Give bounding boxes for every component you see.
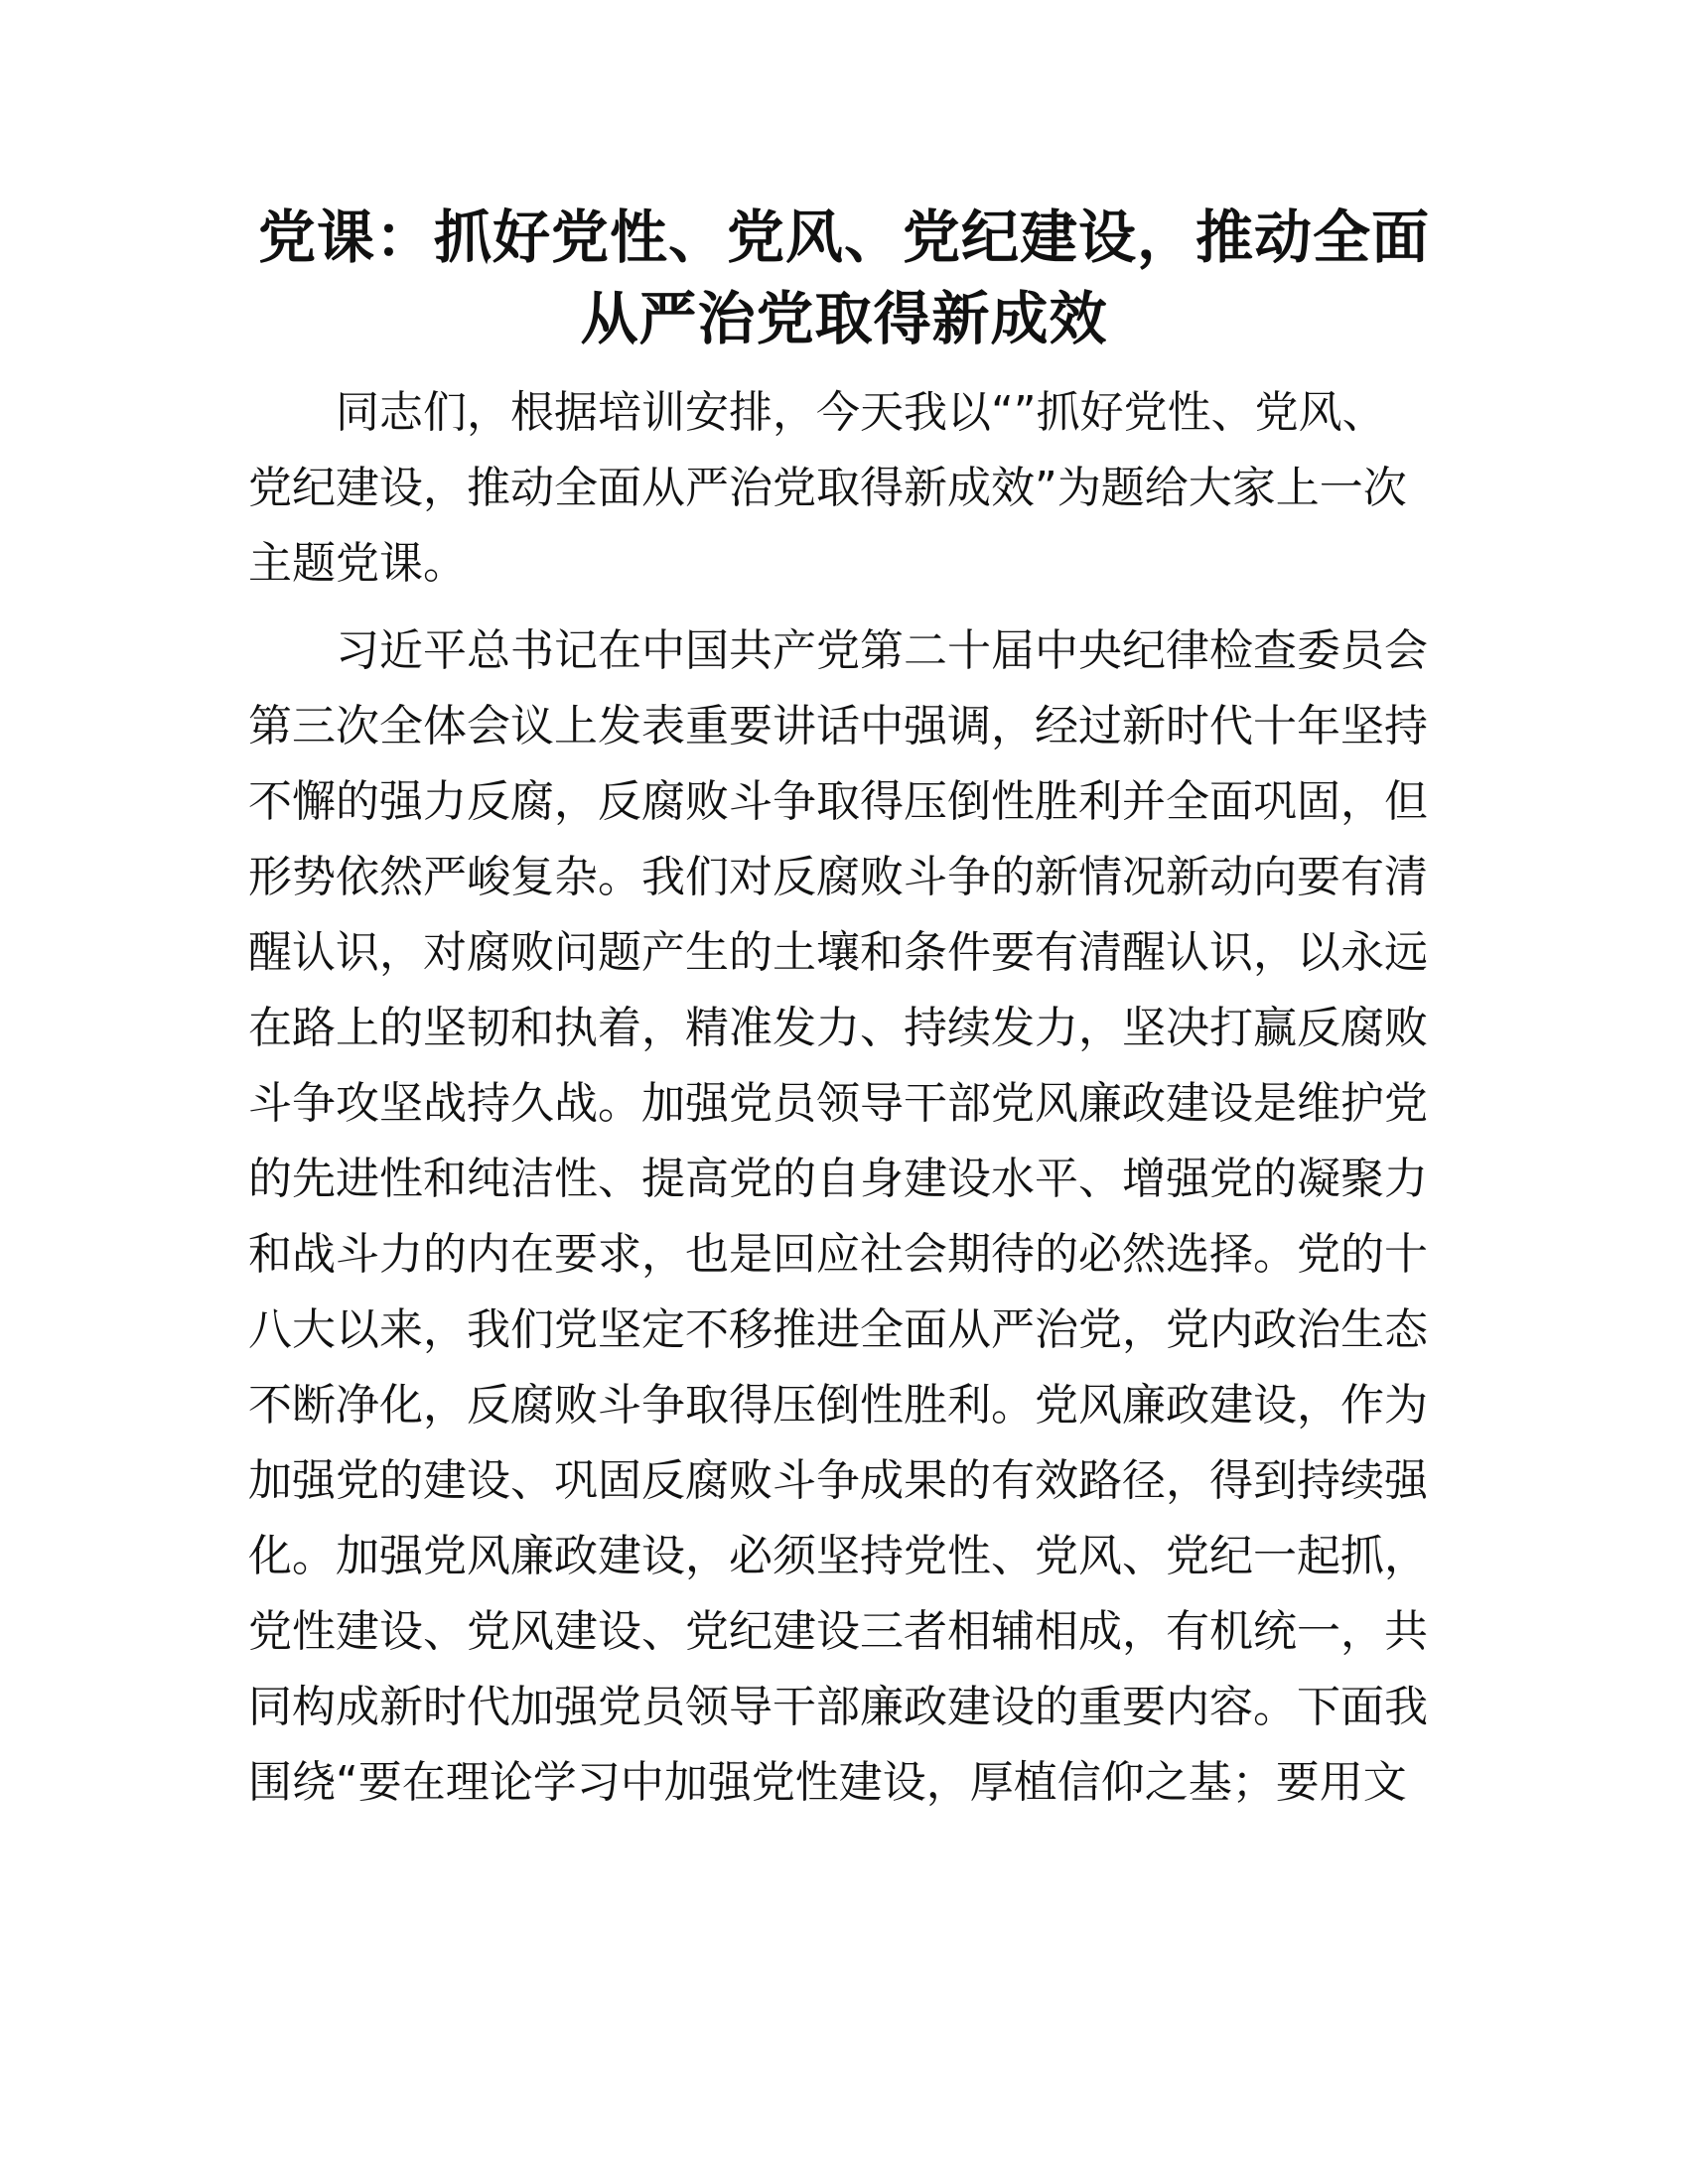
paragraph-line: 主题党课。 <box>248 538 467 589</box>
paragraph-line: 和战斗力的内在要求，也是回应社会期待的必然选择。党的十 <box>248 1229 1428 1280</box>
paragraph-line: 的先进性和纯洁性、提高党的自身建设水平、增强党的凝聚力 <box>248 1154 1428 1204</box>
paragraph-line: 同构成新时代加强党员领导干部廉政建设的重要内容。下面我 <box>248 1682 1428 1732</box>
document-body <box>248 375 1440 1833</box>
paragraph-main <box>248 614 1440 1821</box>
paragraph-line: 围绕“要在理论学习中加强党性建设，厚植信仰之基；要用文 <box>248 1757 1407 1808</box>
paragraph-line: 化。加强党风廉政建设，必须坚持党性、党风、党纪一起抓， <box>248 1531 1428 1581</box>
document-title <box>228 197 1460 359</box>
title-line-1: 党课：抓好党性、党风、党纪建设，推动全面 <box>257 204 1430 271</box>
paragraph-line: 斗争攻坚战持久战。加强党员领导干部党风廉政建设是维护党 <box>248 1078 1428 1129</box>
paragraph-line: 加强党的建设、巩固反腐败斗争成果的有效路径，得到持续强 <box>248 1455 1428 1506</box>
paragraph-intro <box>248 375 1440 602</box>
paragraph-line: 习近平总书记在中国共产党第二十届中央纪律检查委员会 <box>336 625 1428 676</box>
title-line-2: 从严治党取得新成效 <box>580 285 1108 352</box>
paragraph-line: 同志们，根据培训安排，今天我以“”抓好党性、党风、 <box>336 387 1386 438</box>
paragraph-line: 形势依然严峻复杂。我们对反腐败斗争的新情况新动向要有清 <box>248 852 1428 902</box>
paragraph-line: 第三次全体会议上发表重要讲话中强调，经过新时代十年坚持 <box>248 701 1428 751</box>
paragraph-line: 醒认识，对腐败问题产生的土壤和条件要有清醒认识，以永远 <box>248 927 1428 978</box>
paragraph-line: 党纪建设，推动全面从严治党取得新成效”为题给大家上一次 <box>248 463 1407 513</box>
paragraph-line: 八大以来，我们党坚定不移推进全面从严治党，党内政治生态 <box>248 1304 1428 1355</box>
paragraph-line: 不懈的强力反腐，反腐败斗争取得压倒性胜利并全面巩固，但 <box>248 776 1428 827</box>
paragraph-line: 在路上的坚韧和执着，精准发力、持续发力，坚决打赢反腐败 <box>248 1003 1428 1053</box>
paragraph-line: 不断净化，反腐败斗争取得压倒性胜利。党风廉政建设，作为 <box>248 1380 1428 1431</box>
paragraph-line: 党性建设、党风建设、党纪建设三者相辅相成，有机统一，共 <box>248 1606 1428 1657</box>
